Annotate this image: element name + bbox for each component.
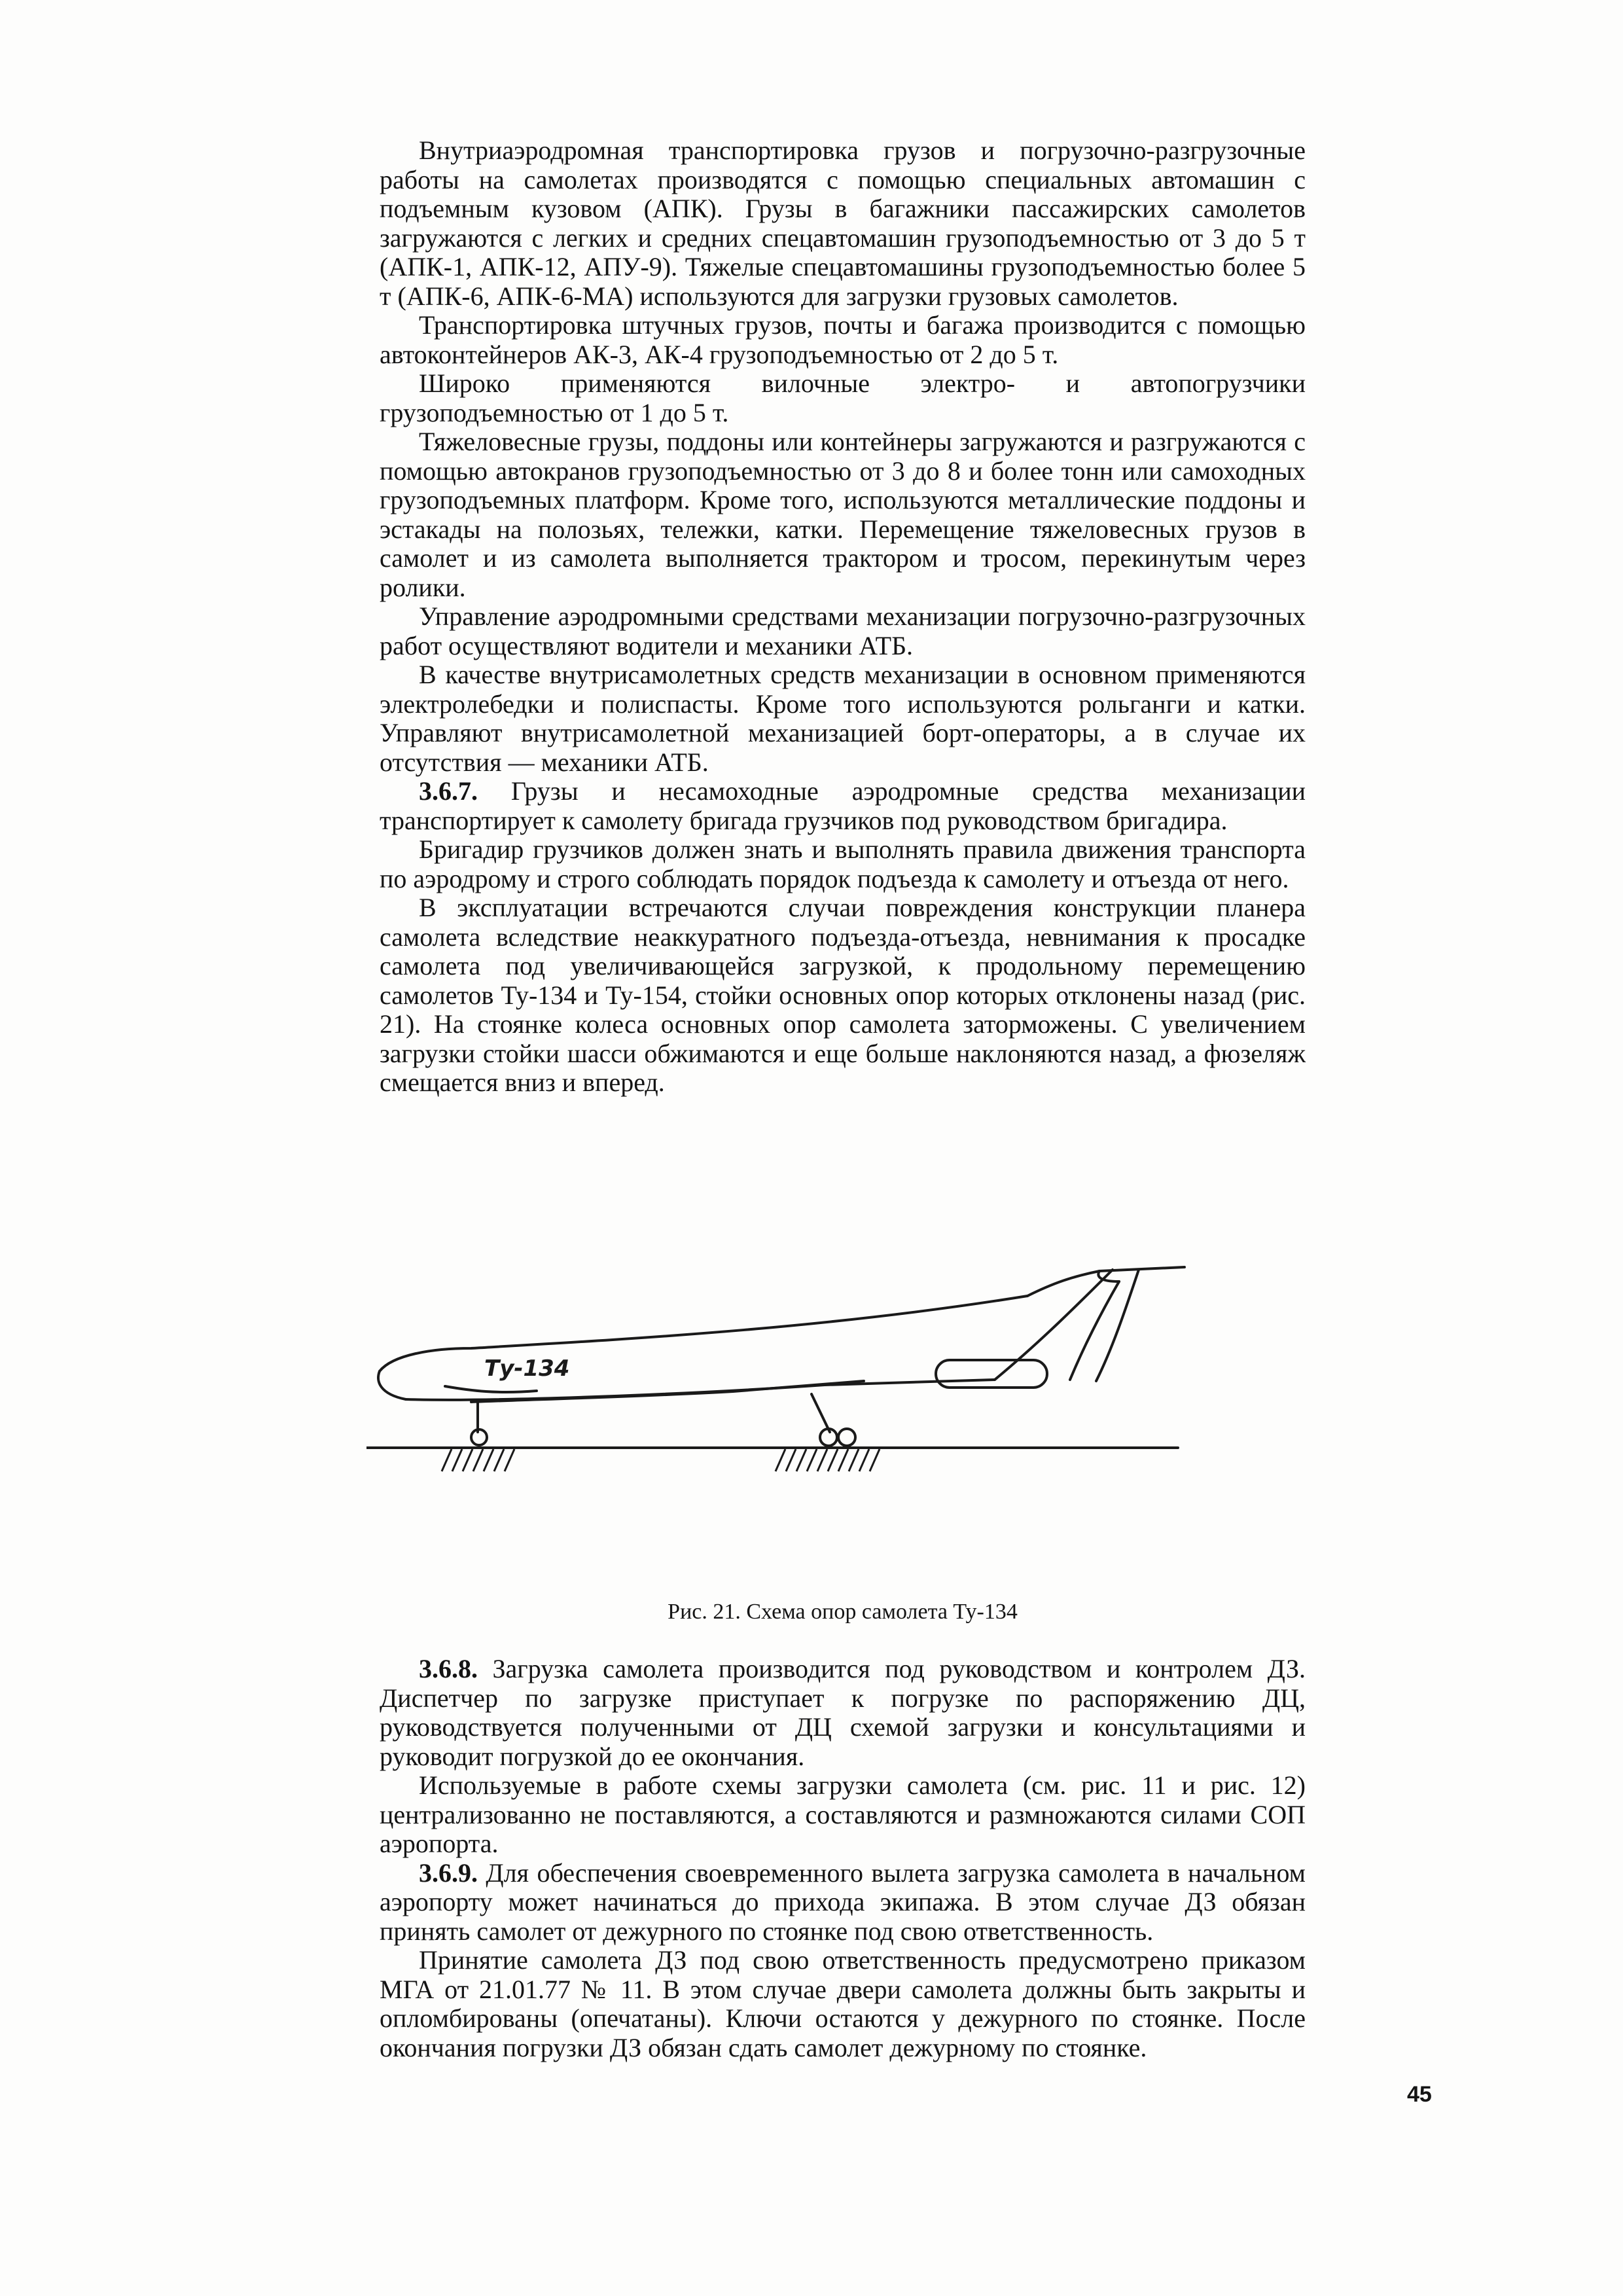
paragraph: В эксплуатации встречаются случаи повреждения конструкции планера самолета вследствие неаккуратного подъезда-отъезда, невнимания к просадке самолета под увеличивающейся загрузкой, к продольному перемещению самолетов Ту-134 и Ту-154, стойки основных опор которых отклонены назад (рис. 21). На стоянке колеса основных опор самолета заторможены. С увеличением загрузки стойки шасси обжимаются и еще больше наклоняются назад, а фюзеляж смещается вниз и вперед. xyxy=(380,893,1306,1097)
main-gear-wheel-2 xyxy=(838,1429,855,1446)
nose-outline xyxy=(378,1371,406,1399)
tail-fin-inner xyxy=(1070,1282,1119,1380)
section-paragraph: 3.6.7. Грузы и несамоходные аэродромные средства механизации транспортирует к самолету бригада грузчиков под руководством бригадира. xyxy=(380,776,1306,835)
paragraph: Используемые в работе схемы загрузки самолета (см. рис. 11 и рис. 12) централизованно не поставляются, а составляются и размножаются силами СОП аэропорта. xyxy=(380,1770,1306,1858)
fuselage-outline xyxy=(380,1296,1027,1371)
cockpit-line xyxy=(445,1386,537,1392)
aircraft-label: Ту-134 xyxy=(484,1355,570,1382)
ground-hatching-nose xyxy=(442,1449,514,1471)
ground-hatching-main xyxy=(776,1449,880,1471)
section-number: 3.6.7. xyxy=(419,776,478,806)
paragraph: Управление аэродромными средствами механизации погрузочно-разгрузочных работ осуществляют водители и механики АТБ. xyxy=(380,601,1306,660)
figure-caption: Рис. 21. Схема опор самолета Ту-134 xyxy=(668,1600,1018,1624)
page-number: 45 xyxy=(1407,2082,1432,2107)
section-paragraph: 3.6.9. Для обеспечения своевременного вылета загрузка самолета в начальном аэропорту может начинаться до прихода экипажа. В этом случае ДЗ обязан принять самолет от дежурного по стоянке под свою ответственность. xyxy=(380,1857,1306,1946)
paragraph: Транспортировка штучных грузов, почты и багажа производится с помощью автоконтейнеров АК-3, АК-4 грузоподъемностью от 2 до 5 т. xyxy=(380,310,1306,369)
engine-nacelle xyxy=(936,1360,1047,1388)
section-paragraph: 3.6.8. Загрузка самолета производится под руководством и контролем ДЗ. Диспетчер по загрузке приступает к погрузке по распоряжению ДЦ, руководствуется полученными от ДЦ схемой загрузки и консультациями и руководит погрузкой до ее окончания. xyxy=(380,1654,1306,1771)
text-block-bottom xyxy=(380,1655,1306,2062)
paragraph: Принятие самолета ДЗ под свою ответственность предусмотрено приказом МГА от 21.01.77 № 11. В этом случае двери самолета должны быть закрыты и опломбированы (опечатаны). Ключи остаются у дежурного по стоянке. После окончания погрузки ДЗ обязан сдать самолет дежурному по стоянке. xyxy=(380,1945,1306,2062)
paragraph: Тяжеловесные грузы, поддоны или контейнеры загружаются и разгружаются с помощью автокранов грузоподъемностью от 3 до 8 и более тонн или самоходных грузоподъемных платформ. Кроме того, используются металлические поддоны и эстакады на полозьях, тележки, катки. Перемещение тяжеловесных грузов в самолет и из самолета выполняется трактором и тросом, перекинутым через ролики. xyxy=(380,427,1306,602)
aircraft-figure xyxy=(366,1257,1191,1584)
paragraph: Бригадир грузчиков должен знать и выполнять правила движения транспорта по аэродрому и строго соблюдать порядок подъезда к самолету и отъезда от него. xyxy=(380,834,1306,893)
aircraft-drawing xyxy=(366,1257,1191,1584)
paragraph: В качестве внутрисамолетных средств механизации в основном применяются электролебедки и полиспасты. Кроме того используются рольганги и катки. Управляют внутрисамолетной механизацией борт-операторы, а в случае их отсутствия — механики АТБ. xyxy=(380,660,1306,777)
text-block-top xyxy=(380,136,1306,1098)
fuselage-belly xyxy=(406,1380,995,1400)
paragraph: Широко применяются вилочные электро- и автопогрузчики грузоподъемностью от 1 до 5 т. xyxy=(380,368,1306,427)
paragraph: Внутриаэродромная транспортировка грузов и погрузочно-разгрузочные работы на самолетах производятся с помощью специальных автомашин с подъемным кузовом (АПК). Грузы в багажники пассажирских самолетов загружаются с легких и средних спецавтомашин грузоподъемностью от 3 до 5 т (АПК-1, АПК-12, АПУ-9). Тяжелые спецавтомашины грузоподъемностью более 5 т (АПК-6, АПК-6-МА) используются для загрузки грузовых самолетов. xyxy=(380,135,1306,311)
section-number: 3.6.8. xyxy=(419,1654,478,1683)
main-gear-strut xyxy=(812,1394,830,1432)
section-number: 3.6.9. xyxy=(419,1857,478,1888)
